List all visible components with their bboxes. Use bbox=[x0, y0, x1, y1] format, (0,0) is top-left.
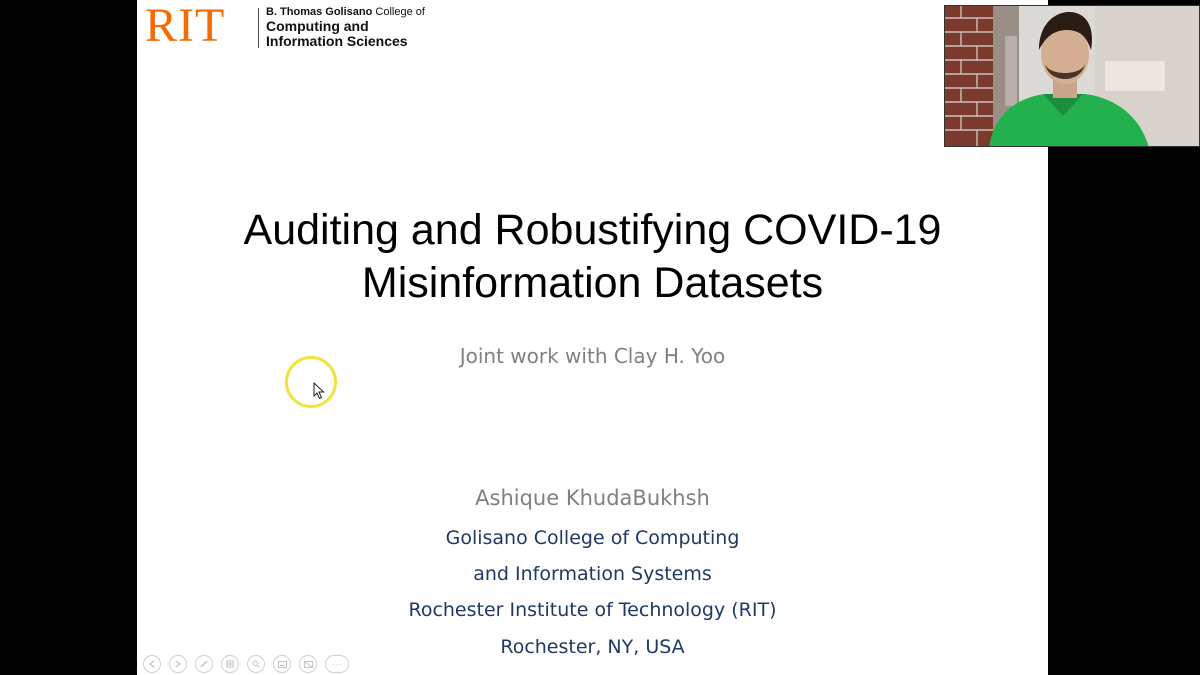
slide-title bbox=[137, 204, 1048, 310]
rit-logo-mark: RIT bbox=[145, 0, 226, 52]
slide-subtitle: Joint work with Clay H. Yoo bbox=[459, 344, 726, 368]
laser-pointer-highlight bbox=[285, 356, 337, 408]
slideshow-toolbar bbox=[143, 655, 349, 673]
slides-icon[interactable] bbox=[221, 655, 239, 673]
college-name-line2: Computing and bbox=[266, 18, 369, 34]
slide-title-line1: Auditing and Robustifying COVID-19 bbox=[243, 206, 942, 254]
next-icon[interactable] bbox=[169, 655, 187, 673]
author-name: Ashique KhudaBukhsh bbox=[475, 486, 710, 510]
college-name-rest: College of bbox=[372, 6, 425, 18]
logo-divider bbox=[258, 8, 259, 48]
affiliation-line-1: Golisano College of Computing bbox=[445, 527, 740, 549]
previous-icon[interactable] bbox=[143, 655, 161, 673]
presenter-webcam-feed bbox=[944, 5, 1200, 147]
slide-title-line2: Misinformation Datasets bbox=[361, 259, 824, 307]
presentation-slide bbox=[137, 0, 1048, 675]
subtitles-icon[interactable] bbox=[273, 655, 291, 673]
affiliation-line-4: Rochester, NY, USA bbox=[500, 636, 685, 658]
presenter-video-icon bbox=[945, 6, 1200, 147]
affiliation-line-3: Rochester Institute of Technology (RIT) bbox=[408, 599, 777, 621]
college-name-line3: Information Sciences bbox=[266, 33, 408, 49]
more-icon[interactable]: ··· bbox=[325, 655, 349, 673]
mouse-cursor-icon bbox=[313, 382, 325, 400]
camera-off-icon[interactable] bbox=[299, 655, 317, 673]
affiliation-line-2: and Information Systems bbox=[473, 563, 712, 585]
college-name bbox=[266, 6, 466, 49]
pen-icon[interactable] bbox=[195, 655, 213, 673]
college-name-bold: B. Thomas Golisano bbox=[266, 6, 373, 18]
zoom-icon[interactable] bbox=[247, 655, 265, 673]
